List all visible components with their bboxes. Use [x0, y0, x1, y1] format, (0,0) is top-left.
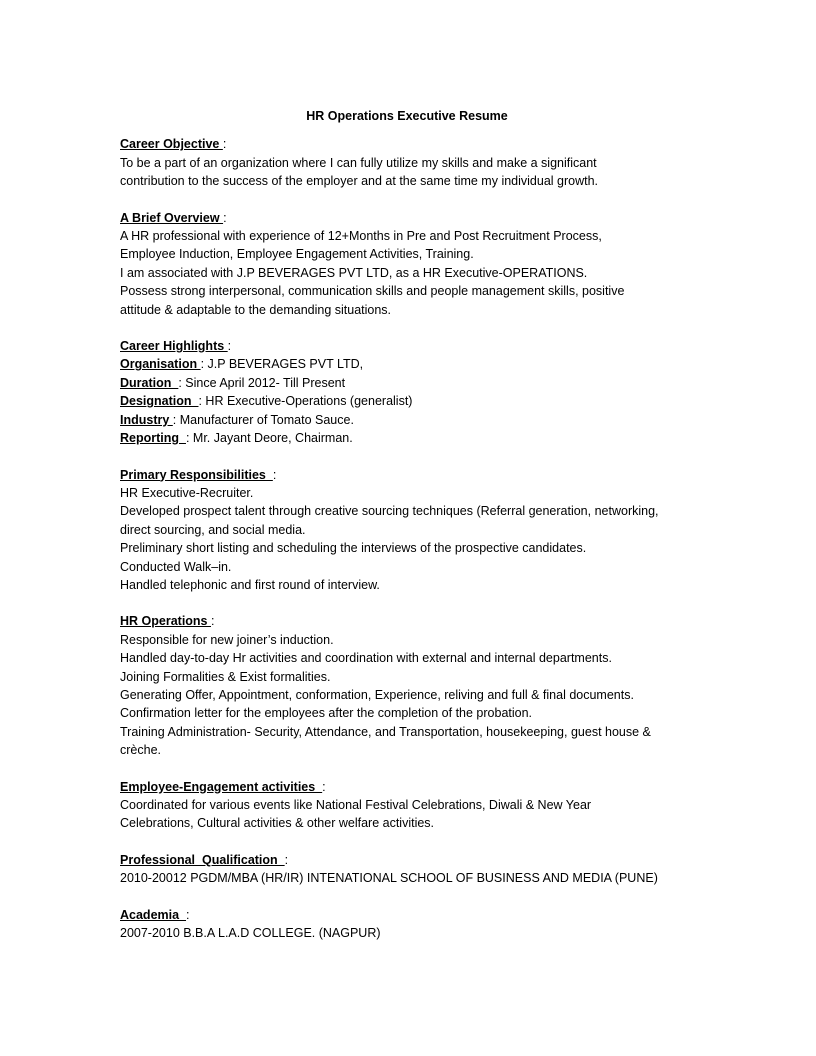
text-line: attitude & adaptable to the demanding situations. [120, 302, 392, 317]
text-line: Possess strong interpersonal, communication skills and people management skills, positive [120, 284, 625, 299]
highlight-key: Industry [120, 412, 173, 427]
highlight-value: : Since April 2012- Till Present [178, 375, 346, 390]
text-line: Generating Offer, Appointment, conformation, Experience, reliving and full & final documents. [120, 687, 634, 702]
heading-colon: : [284, 852, 289, 867]
heading-colon: : [211, 614, 215, 629]
highlight-key: Duration [120, 375, 179, 390]
highlight-value: : J.P BEVERAGES PVT LTD, [200, 357, 364, 372]
text-line: 2010-20012 PGDM/MBA (HR/IR) INTENATIONAL SCHOOL OF BUSINESS AND MEDIA (PUNE) [120, 871, 658, 886]
text-line: 2007-2010 B.B.A L.A.D COLLEGE. (NAGPUR) [120, 926, 381, 941]
section-heading [120, 209, 690, 227]
heading-text: Employee-Engagement activities [120, 779, 323, 794]
heading-colon: : [272, 467, 277, 482]
highlight-designation [120, 392, 690, 410]
text-line: HR Executive-Recruiter. [120, 485, 254, 500]
academia-section [120, 906, 690, 943]
highlight-reporting [120, 429, 690, 447]
highlight-value: : Manufacturer of Tomato Sauce. [172, 412, 354, 427]
text-line: Preliminary short listing and scheduling the interviews of the prospective candidates. [120, 541, 587, 556]
text-line: crèche. [120, 743, 161, 758]
section-heading [120, 337, 690, 355]
heading-colon: : [322, 779, 326, 794]
highlight-value: : Mr. Jayant Deore, Chairman. [185, 431, 353, 446]
resume-document [120, 107, 690, 960]
heading-text: HR Operations [120, 614, 211, 629]
hr-operations-section [120, 612, 690, 759]
section-heading [120, 612, 690, 630]
highlight-key: Reporting [120, 431, 186, 446]
heading-colon: : [222, 137, 227, 152]
text-line: I am associated with J.P BEVERAGES PVT LTD, as a HR Executive-OPERATIONS. [120, 265, 588, 280]
heading-text: Career Objective [120, 137, 223, 152]
text-line: Joining Formalities & Exist formalities. [120, 669, 331, 684]
text-line: Coordinated for various events like National Festival Celebrations, Diwali & New Year [120, 798, 592, 812]
section-heading [120, 135, 690, 153]
heading-text: Professional Qualification [120, 852, 285, 867]
heading-colon: : [186, 907, 190, 922]
section-heading [120, 466, 690, 484]
text-line: Developed prospect talent through creative sourcing techniques (Referral generation, networking, [120, 504, 659, 519]
highlight-key: Organisation [120, 357, 201, 372]
text-line: Training Administration- Security, Attendance, and Transportation, housekeeping, guest house & [120, 724, 651, 739]
text-line: Handled day-to-day Hr activities and coordination with external and internal departments. [120, 651, 612, 666]
highlight-organisation [120, 355, 690, 373]
highlight-value: : HR Executive-Operations (generalist) [198, 394, 413, 409]
section-heading [120, 778, 690, 796]
primary-responsibilities-section [120, 466, 690, 595]
heading-text: A Brief Overview [120, 210, 224, 225]
highlight-duration [120, 374, 690, 392]
heading-colon: : [223, 210, 227, 225]
text-line: Handled telephonic and first round of interview. [120, 577, 380, 592]
highlight-industry [120, 411, 690, 429]
brief-overview-section [120, 209, 690, 319]
heading-text: Career Highlights [120, 339, 228, 354]
text-line: Confirmation letter for the employees after the completion of the probation. [120, 706, 533, 721]
heading-text: Primary Responsibilities [120, 467, 273, 482]
professional-qualification-section [120, 851, 690, 888]
text-line: Celebrations, Cultural activities & other welfare activities. [120, 816, 435, 831]
text-line: A HR professional with experience of 12+Months in Pre and Post Recruitment Process, [120, 229, 602, 244]
career-objective-section [120, 135, 690, 190]
document-title: HR Operations Executive Resume [306, 109, 508, 123]
text-line: direct sourcing, and social media. [120, 522, 306, 537]
highlight-key: Designation [120, 394, 199, 409]
employee-engagement-section [120, 778, 690, 833]
text-line: Employee Induction, Employee Engagement Activities, Training. [120, 247, 474, 262]
text-line: contribution to the success of the employer and at the same time my individual growth. [120, 174, 599, 189]
section-heading [120, 906, 690, 924]
text-line: Conducted Walk–in. [120, 559, 232, 574]
heading-text: Academia [120, 907, 187, 922]
career-highlights-section [120, 337, 690, 447]
text-line: To be a part of an organization where I can fully utilize my skills and make a significant [120, 155, 597, 170]
section-heading [120, 851, 690, 869]
text-line: Responsible for new joiner’s induction. [120, 632, 334, 647]
heading-colon: : [227, 339, 232, 354]
